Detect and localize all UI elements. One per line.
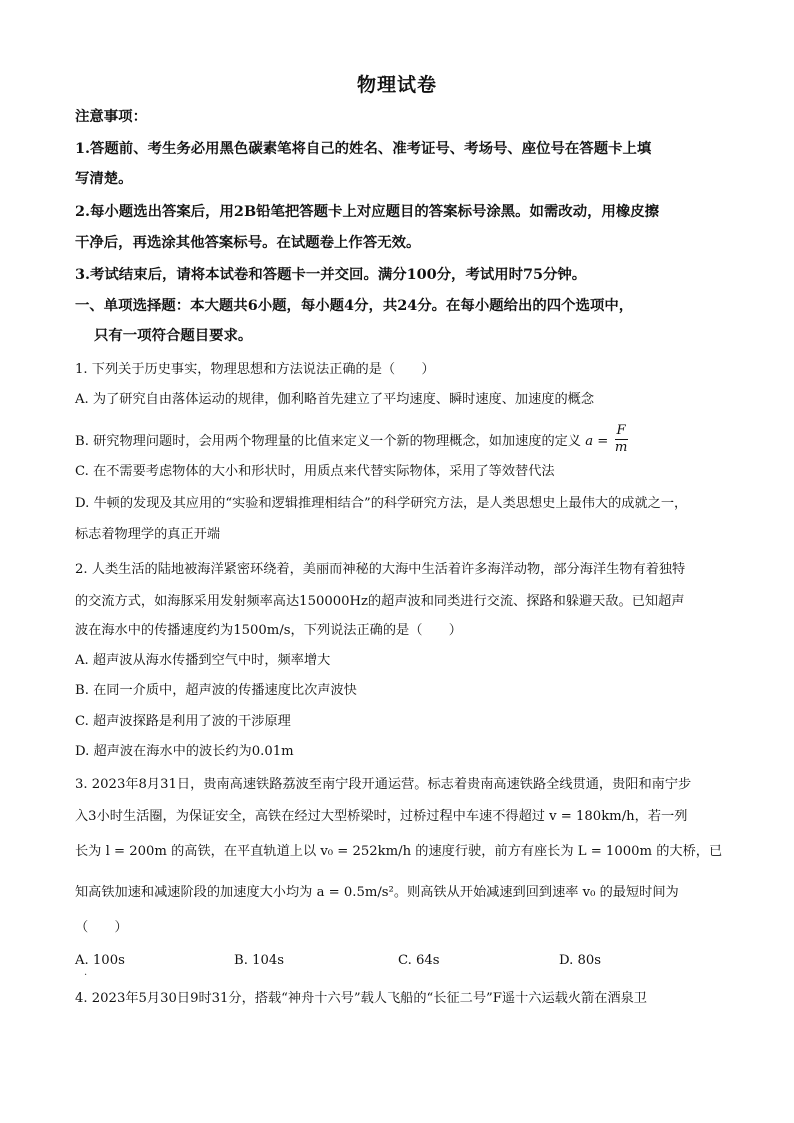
q3-stem-line-5: （ ） [75,920,128,935]
page-title: 物理试卷 [356,74,437,96]
notice-heading: 注意事项： [75,108,147,125]
q2-stem-line-2: 的交流方式，如海豚采用发射频率高达150000Hz的超声波和同类进行交流、探路和躲避天敌。已知超声 [75,594,685,609]
q3-option-d: D. 80s [559,953,602,968]
notice-item-2-line-2: 干净后，再选涂其他答案标号。在试题卷上作答无效。 [75,234,421,251]
q1-option-a: A. 为了研究自由落体运动的规律，伽利略首先建立了平均速度、瞬时速度、加速度的概念 [75,392,595,407]
fraction-numerator: F [616,423,626,438]
stray-dot: · [84,970,88,981]
q2-stem-line-1: 2. 人类生活的陆地被海洋紧密环绕着，美丽而神秘的大海中生活着许多海洋动物，部分海洋生物有着独特 [75,562,686,577]
q2-option-d: D. 超声波在海水中的波长约为0.01m [75,744,294,759]
q2-option-b: B. 在同一介质中，超声波的传播速度比次声波快 [75,683,357,698]
notice-item-1-line-2: 写清楚。 [75,170,133,187]
q1-option-d-line-2: 标志着物理学的真正开端 [75,527,221,542]
q3-option-b: B. 104s [234,953,285,968]
notice-item-1-line-1: 1.答题前、考生务必用黑色碳素笔将自己的姓名、准考证号、考场号、座位号在答题卡上填 [75,140,652,157]
q3-stem-line-1: 3. 2023年8月31日，贵南高速铁路荔波至南宁段开通运营。标志着贵南高速铁路全线贯通，贵阳和南宁步 [75,777,692,792]
q2-stem-line-3: 波在海水中的传播速度约为1500m/s，下列说法正确的是（ ） [75,623,462,638]
q3-stem-line-2: 入3小时生活圈，为保证安全，高铁在经过大型桥梁时，过桥过程中车速不得超过 v = 180km/h，若一列 [75,809,688,824]
notice-item-3: 3.考试结束后，请将本试卷和答题卡一并交回。满分100分，考试用时75分钟。 [75,266,587,283]
q1-stem: 1. 下列关于历史事实，物理思想和方法说法正确的是（ ） [75,362,435,377]
q2-option-c: C. 超声波探路是利用了波的干涉原理 [75,714,291,729]
q3-option-c: C. 64s [398,953,440,968]
q2-option-a: A. 超声波从海水传播到空气中时，频率增大 [75,653,331,668]
q1-option-d-line-1: D. 牛顿的发现及其应用的“实验和逻辑推理相结合”的科学研究方法，是人类思想史上最伟大的成就之一， [75,496,688,511]
q1-option-b-formula-lhs: a = [585,434,609,449]
section-1-heading-line-2: 只有一项符合题目要求。 [94,327,253,344]
notice-item-2-line-1: 2.每小题选出答案后，用2B铅笔把答题卡上对应题目的答案标号涂黑。如需改动，用橡皮擦 [75,203,660,220]
q3-stem-line-3: 长为 l = 200m 的高铁，在平直轨道上以 v₀ = 252km/h 的速度行驶，前方有座长为 L = 1000m 的大桥，已 [75,844,723,859]
section-1-heading-line-1: 一、单项选择题：本大题共6小题，每小题4分，共24分。在每小题给出的四个选项中， [75,297,634,314]
q4-stem-line-1: 4. 2023年5月30日9时31分，搭载“神舟十六号”载人飞船的“长征二号”F遥十六运载火箭在酒泉卫 [75,991,647,1006]
q1-option-c: C. 在不需要考虑物体的大小和形状时，用质点来代替实际物体，采用了等效替代法 [75,464,555,479]
q1-option-b-fraction [615,423,628,456]
q3-option-a: A. 100s [75,953,125,968]
q1-option-b [75,425,725,458]
q3-stem-line-4: 知高铁加速和减速阶段的加速度大小均为 a = 0.5m/s²。则高铁从开始减速到回到速率 v₀ 的最短时间为 [75,885,679,900]
q1-option-b-text: B. 研究物理问题时，会用两个物理量的比值来定义一个新的物理概念，如加速度的定义 [75,434,582,449]
fraction-denominator: m [614,440,628,455]
